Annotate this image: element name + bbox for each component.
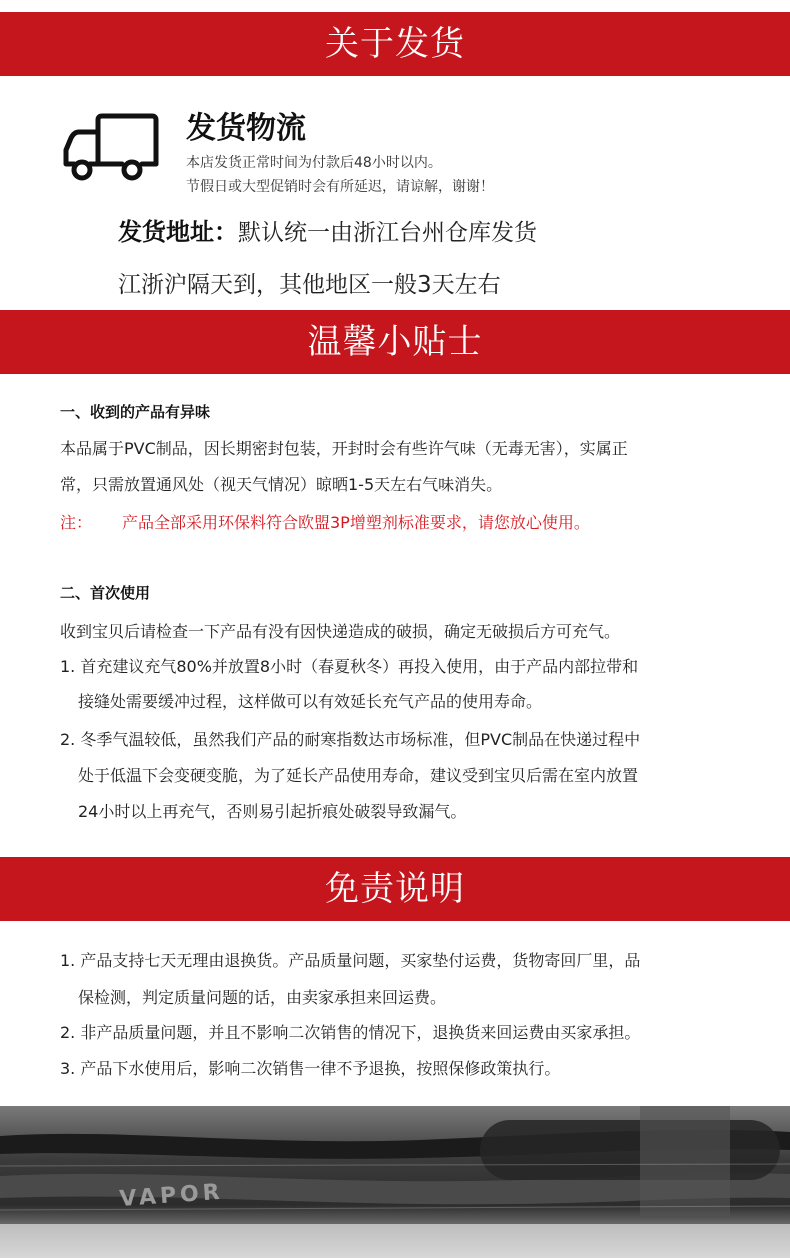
note-label: 注： [60,513,93,532]
shipping-title: 发货物流 [186,111,306,146]
tips-section1-line: 本品属于PVC制品，因长期密封包装，开封时会有些许气味（无毒无害），实属正 [60,439,628,458]
tips-section2-item1: 1. 首充建议充气80%并放置8小时（春夏秋冬）再投入使用，由于产品内部拉带和 [60,657,639,676]
disclaimer-item3: 3. 产品下水使用后，影响二次销售一律不予退换，按照保修政策执行。 [60,1059,561,1078]
address-label: 发货地址： [118,218,238,246]
tips-section2-intro: 收到宝贝后请检查一下产品有没有因快递造成的破损，确定无破损后方可充气。 [60,622,621,641]
tips-section2-item1-cont: 接缝处需要缓冲过程，这样做可以有效延长充气产品的使用寿命。 [78,692,543,711]
address-value: 默认统一由浙江台州仓库发货 [238,220,537,246]
tips-section1-title: 一、收到的产品有异味 [60,403,211,421]
tips-section2-item2-cont: 处于低温下会变硬变脆，为了延长产品使用寿命，建议受到宝贝后需在室内放置 [78,766,639,785]
product-photo [0,1106,790,1258]
shipping-time-text: 本店发货正常时间为付款后48小时以内。 [186,155,442,171]
tips-section2-item2: 2. 冬季气温较低，虽然我们产品的耐寒指数达市场标准，但PVC制品在快递过程中 [60,730,641,749]
truck-icon [62,112,160,186]
tips-note [60,510,590,533]
disclaimer-item2: 2. 非产品质量问题，并且不影响二次销售的情况下，退换货来回运费由买家承担。 [60,1023,641,1042]
tips-section2-item2-cont: 24小时以上再充气，否则易引起折痕处破裂导致漏气。 [78,802,467,821]
product-photo-graphic [0,1106,790,1258]
tips-section2-title: 二、首次使用 [60,584,151,602]
tips-banner: 温馨小贴士 [0,310,790,374]
tips-section1-line: 常，只需放置通风处（视天气情况）晾晒1-5天左右气味消失。 [60,475,503,494]
shipping-delay-text: 节假日或大型促销时会有所延迟，请谅解，谢谢！ [186,179,494,195]
disclaimer-item1: 1. 产品支持七天无理由退换货。产品质量问题，买家垫付运费，货物寄回厂里，品 [60,951,641,970]
photo-brand-text: VAPOR [118,1179,225,1212]
arrival-time-text: 江浙沪隔天到，其他地区一般3天左右 [118,272,501,298]
shipping-banner: 关于发货 [0,12,790,76]
shipping-address [118,212,537,247]
disclaimer-item1-cont: 保检测，判定质量问题的话，由卖家承担来回运费。 [78,988,447,1007]
disclaimer-banner: 免责说明 [0,857,790,921]
note-text: 产品全部采用环保料符合欧盟3P增塑剂标准要求，请您放心使用。 [122,513,590,532]
